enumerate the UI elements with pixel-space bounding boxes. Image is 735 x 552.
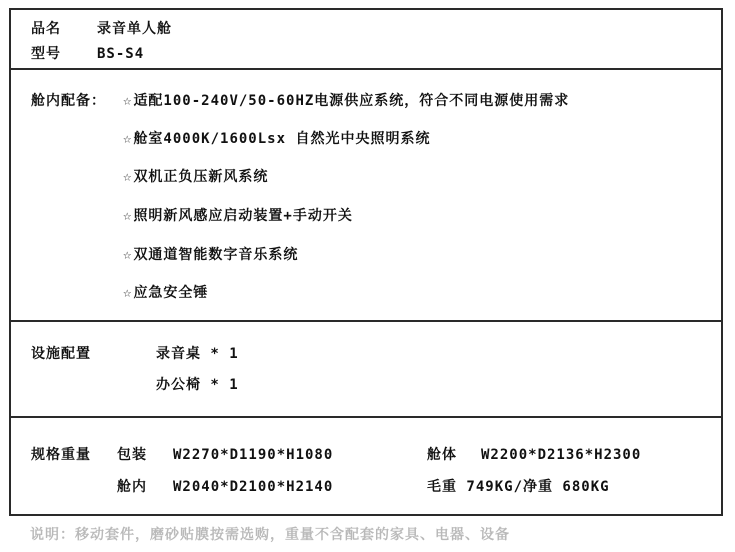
star-icon: ☆ bbox=[123, 131, 133, 147]
star-icon: ☆ bbox=[123, 285, 133, 301]
package-label: 包装 bbox=[117, 447, 147, 463]
feature-item-2 bbox=[123, 130, 430, 148]
divider-2 bbox=[11, 320, 721, 322]
divider-3 bbox=[11, 416, 721, 418]
feature-item-1 bbox=[123, 92, 569, 110]
feature-text: 双机正负压新风系统 bbox=[133, 169, 269, 185]
divider-1 bbox=[11, 68, 721, 70]
star-icon: ☆ bbox=[123, 208, 133, 224]
product-name-value: 录音单人舱 bbox=[97, 21, 172, 37]
star-icon: ☆ bbox=[123, 169, 133, 185]
feature-text: 适配100-240V/50-60HZ电源供应系统，符合不同电源使用需求 bbox=[133, 93, 570, 109]
facility-item-chair: 办公椅 * 1 bbox=[156, 377, 239, 393]
body-value: W2200*D2136*H2300 bbox=[481, 447, 642, 463]
model-value: BS-S4 bbox=[97, 46, 145, 62]
model-label: 型号 bbox=[31, 46, 61, 62]
interior-value: W2040*D2100*H2140 bbox=[173, 479, 334, 495]
facility-item-desk: 录音桌 * 1 bbox=[156, 346, 239, 362]
feature-item-5 bbox=[123, 246, 298, 264]
specs-label: 规格重量 bbox=[31, 447, 91, 463]
feature-text: 照明新风感应启动装置+手动开关 bbox=[133, 208, 353, 224]
star-icon: ☆ bbox=[123, 247, 133, 263]
feature-item-3 bbox=[123, 168, 268, 186]
feature-text: 舱室4000K/1600Lsx 自然光中央照明系统 bbox=[133, 131, 431, 147]
feature-item-4 bbox=[123, 207, 353, 225]
weight-text: 毛重 749KG/净重 680KG bbox=[427, 479, 610, 495]
feature-text: 应急安全锤 bbox=[133, 285, 209, 301]
package-value: W2270*D1190*H1080 bbox=[173, 447, 334, 463]
spec-sheet bbox=[9, 8, 723, 516]
facilities-label: 设施配置 bbox=[31, 346, 91, 362]
body-label: 舱体 bbox=[427, 447, 457, 463]
features-label: 舱内配备： bbox=[31, 93, 106, 109]
star-icon: ☆ bbox=[123, 93, 133, 109]
footnote: 说明：移动套件，磨砂贴膜按需选购，重量不含配套的家具、电器、设备 bbox=[30, 527, 510, 543]
product-name-label: 品名 bbox=[31, 21, 61, 37]
interior-label: 舱内 bbox=[117, 479, 147, 495]
feature-item-6 bbox=[123, 284, 208, 302]
feature-text: 双通道智能数字音乐系统 bbox=[133, 247, 299, 263]
